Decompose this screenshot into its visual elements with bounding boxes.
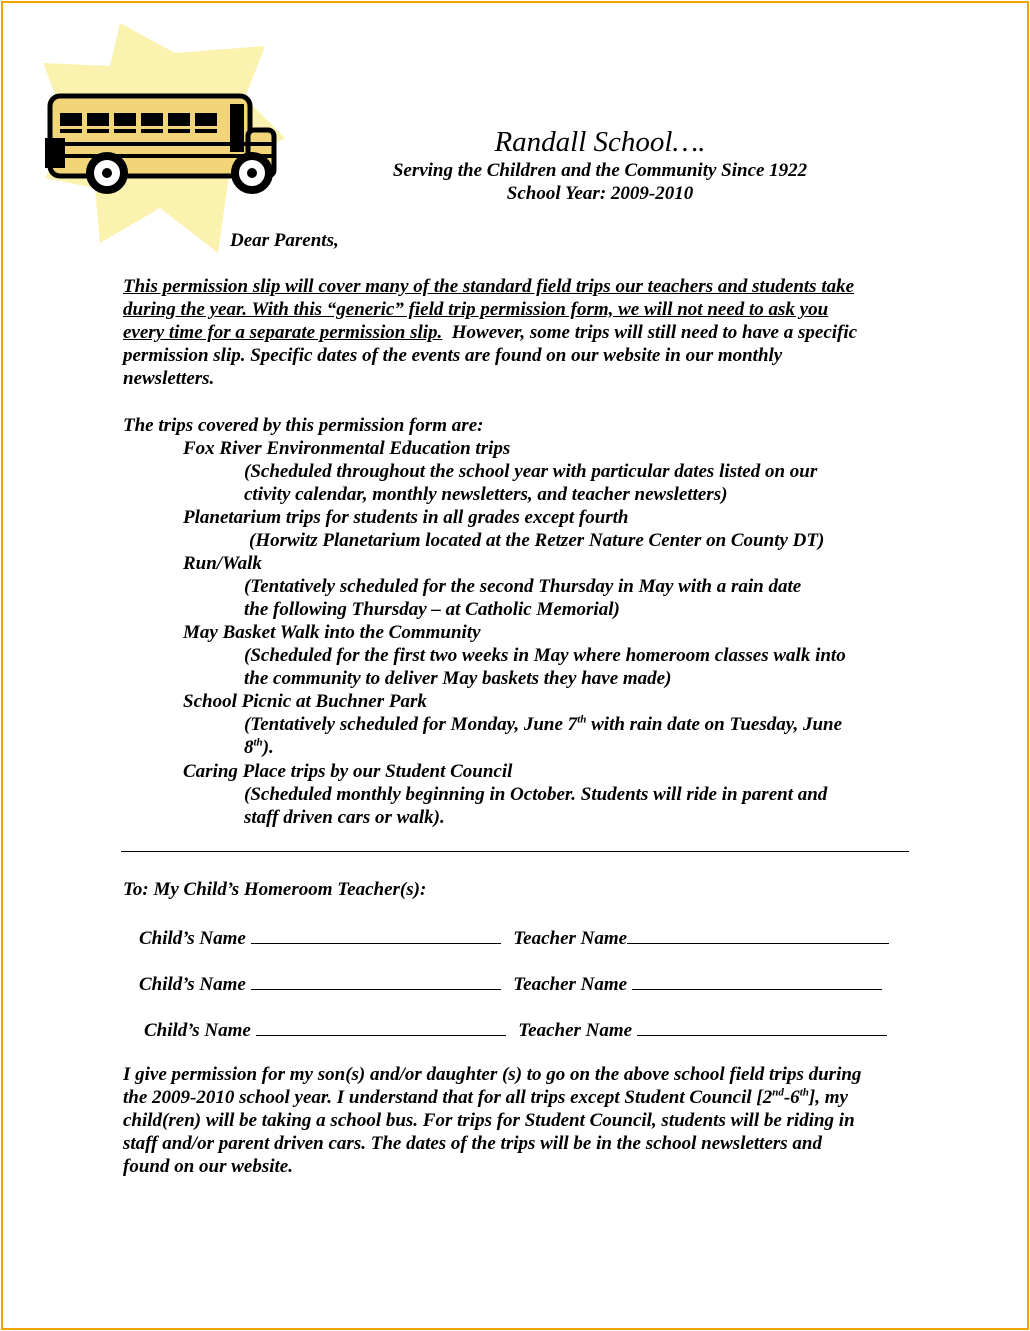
trip-item: Planetarium trips for students in all grades except fourth [183, 507, 629, 528]
trip-detail: (Scheduled monthly beginning in October. Students will ride in parent and [244, 784, 828, 805]
child-name-field[interactable] [251, 925, 501, 944]
trip-detail: (Scheduled for the first two weeks in May where homeroom classes walk into [244, 645, 846, 666]
school-bus-clipart [40, 18, 300, 258]
intro-line-3: every time for a separate permission slip. [123, 322, 443, 343]
trip-detail: the community to deliver May baskets they have made) [244, 668, 672, 689]
permission-line: I give permission for my son(s) and/or daughter (s) to go on the above school field trips during [123, 1064, 862, 1085]
teacher-name-label: Teacher Name [518, 1020, 633, 1041]
trip-detail: the following Thursday – at Catholic Memorial) [244, 599, 620, 620]
child-name-label: Child’s Name [139, 928, 246, 949]
trip-detail: (Tentatively scheduled for Monday, June 7th with rain date on Tuesday, June [244, 713, 843, 735]
teacher-name-label: Teacher Name [513, 974, 628, 995]
teacher-name-field[interactable] [637, 1017, 887, 1036]
trip-detail: ctivity calendar, monthly newsletters, and teacher newsletters) [244, 484, 728, 505]
child-name-label: Child’s Name [139, 974, 246, 995]
trip-detail: staff driven cars or walk). [244, 807, 445, 828]
trip-item: May Basket Walk into the Community [183, 622, 481, 643]
trip-detail: 8th). [244, 736, 274, 758]
trip-detail: (Scheduled throughout the school year with particular dates listed on our [244, 461, 818, 482]
trip-item: Fox River Environmental Education trips [183, 438, 511, 459]
bus-icon [45, 96, 274, 190]
section-divider [121, 851, 909, 852]
greeting: Dear Parents, [230, 230, 339, 251]
intro-line-4: permission slip. Specific dates of the events are found on our website in our monthly [123, 345, 783, 366]
intro-line-5: newsletters. [123, 368, 215, 389]
trip-detail: (Tentatively scheduled for the second Thursday in May with a rain date [244, 576, 802, 597]
intro-line-2: during the year. With this “generic” field trip permission form, we will not need to ask you [123, 299, 829, 320]
trip-item: Caring Place trips by our Student Council [183, 761, 513, 782]
permission-line: child(ren) will be taking a school bus. For trips for Student Council, students will be riding in [123, 1110, 855, 1131]
intro-line-1: This permission slip will cover many of the standard field trips our teachers and students take [123, 276, 855, 297]
teacher-name-label: Teacher Name [513, 928, 628, 949]
school-title: Randall School…. [494, 126, 706, 158]
permission-line: found on our website. [123, 1156, 293, 1177]
child-name-label: Child’s Name [144, 1020, 251, 1041]
form-row [139, 925, 889, 950]
permission-line: staff and/or parent driven cars. The dates of the trips will be in the school newsletters and [123, 1133, 823, 1154]
trip-detail: (Horwitz Planetarium located at the Retzer Nature Center on County DT) [249, 530, 825, 551]
form-row [139, 971, 882, 996]
child-name-field[interactable] [256, 1017, 506, 1036]
permission-paragraph [123, 1063, 861, 1178]
school-year: School Year: 2009-2010 [506, 183, 694, 204]
intro-paragraph [123, 275, 857, 390]
form-row [144, 1017, 887, 1042]
permission-line: the 2009-2010 school year. I understand that for all trips except Student Council [2nd-6th], my [123, 1086, 848, 1108]
trips-heading: The trips covered by this permission form are: [123, 415, 484, 436]
child-name-field[interactable] [251, 971, 501, 990]
teacher-name-field[interactable] [632, 971, 882, 990]
to-line: To: My Child’s Homeroom Teacher(s): [123, 879, 427, 900]
intro-line-3-rest: However, some trips will still need to have a specific [442, 322, 858, 343]
teacher-name-field[interactable] [627, 925, 889, 944]
subtitle: Serving the Children and the Community Since 1922 [392, 160, 808, 181]
trip-item: School Picnic at Buchner Park [183, 691, 427, 712]
trip-item: Run/Walk [183, 553, 262, 574]
